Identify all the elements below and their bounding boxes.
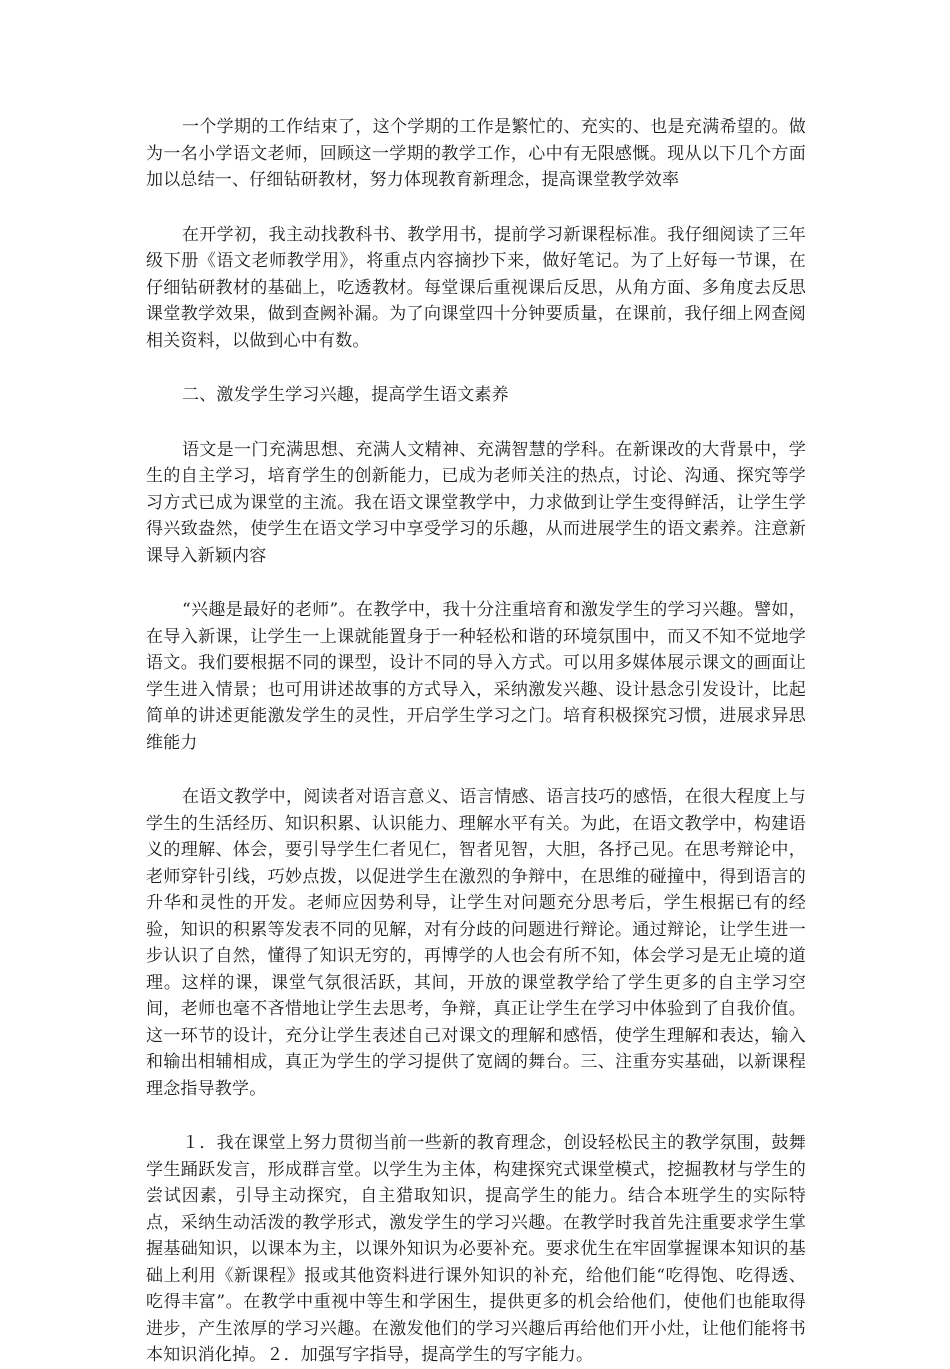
section-two-heading: 二、激发学生学习兴趣，提高学生语文素养 — [182, 385, 509, 405]
section-two-paragraph-3: 在语文教学中，阅读者对语言意义、语言情感、语言技巧的感悟，在很大程度上与学生的生活经历、知识积累、认识能力、理解水平有关。为此，在语文教学中，构建语义的理解、体会，要引导学生仁者见仁，智者见智，大胆，各抒己见。在思考辩论中，老师穿针引线，巧妙点拨，以促进学生在激烈的争辩中，在思维的碰撞中，得到语言的升华和灵性的开发。老师应因势利导，让学生对问题充分思考后，学生根据已有的经验，知识的积累等发表不同的见解，对有分歧的问题进行辩论。通过辩论，让学生进一步认识了自然，懂得了知识无穷的，再博学的人也会有所不知，体会学习是无止境的道理。这样的课，课堂气氛很活跃，其间，开放的课堂教学给了学生更多的自主学习空间，老师也毫不吝惜地让学生去思考，争辩，真正让学生在学习中体验到了自我价值。这一环节的设计，充分让学生表述自己对课文的理解和感悟，使学生理解和表达，输入和输出相辅相成，真正为学生的学习提供了宽阔的舞台。三、注重夯实基础，以新课程理念指导教学。 — [146, 787, 806, 1099]
section-three-paragraph: １．我在课堂上努力贯彻当前一些新的教育理念，创设轻松民主的教学氛围，鼓舞学生踊跃发言，形成群言堂。以学生为主体，构建探究式课堂模式，挖掘教材与学生的尝试因素，引导主动探究，自主猎取知识，提高学生的能力。结合本班学生的实际特点，采纳生动活泼的教学形式，激发学生的学习兴趣。在教学时我首先注重要求学生掌握基础知识，以课本为主，以课外知识为必要补充。要求优生在牢固掌握课本知识的基础上利用《新课程》报或其他资料进行课外知识的补充，给他们能“吃得饱、吃得透、吃得丰富”。在教学中重视中等生和学困生，提供更多的机会给他们，使他们也能取得进步，产生浓厚的学习兴趣。在激发他们的学习兴趣后再给他们开小灶，让他们能将书本知识消化掉。２．加强写字指导，提高学生的写字能力。 — [146, 1133, 806, 1365]
section-one-paragraph: 在开学初，我主动找教科书、教学用书，提前学习新课程标准。我仔细阅读了三年级下册《语文老师教学用》，将重点内容摘抄下来，做好笔记。为了上好每一节课，在仔细钻研教材的基础上，吃透教材。每堂课后重视课后反思，从角方面、多角度去反思课堂教学效果，做到查阙补漏。为了向课堂四十分钟要质量，在课前，我仔细上网查阅相关资料，以做到心中有数。 — [146, 224, 806, 351]
intro-paragraph: 一个学期的工作结束了，这个学期的工作是繁忙的、充实的、也是充满希望的。做为一名小学语文老师，回顾这一学期的教学工作，心中有无限感慨。现从以下几个方面加以总结一、仔细钻研教材，努力体现教育新理念，提高课堂教学效率 — [146, 117, 806, 190]
section-two-paragraph-1: 语文是一门充满思想、充满人文精神、充满智慧的学科。在新课改的大背景中，学生的自主学习，培育学生的创新能力，已成为老师关注的热点，讨论、沟通、探究等学习方式已成为课堂的主流。我在语文课堂教学中，力求做到让学生变得鲜活，让学生学得兴致盎然，使学生在语文学习中享受学习的乐趣，从而进展学生的语文素养。注意新课导入新颖内容 — [146, 439, 806, 566]
section-two-paragraph-2: “兴趣是最好的老师”。在教学中，我十分注重培育和激发学生的学习兴趣。譬如，在导入新课，让学生一上课就能置身于一种轻松和谐的环境氛围中，而又不知不觉地学语文。我们要根据不同的课型，设计不同的导入方式。可以用多媒体展示课文的画面让学生进入情景；也可用讲述故事的方式导入，采纳激发兴趣、设计悬念引发设计，比起简单的讲述更能激发学生的灵性，开启学生学习之门。培育积极探究习惯，进展求异思维能力 — [146, 600, 806, 753]
document-page — [146, 114, 806, 1369]
